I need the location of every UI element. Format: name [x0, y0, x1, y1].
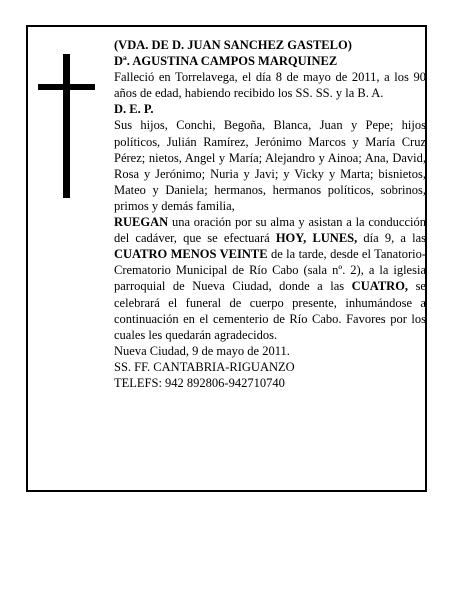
funeral-request	[114, 214, 426, 343]
day-emphasis: HOY, LUNES,	[275, 231, 358, 246]
rip-line: D. E. P.	[114, 102, 154, 117]
cross-horizontal-bar	[38, 84, 95, 90]
cross-vertical-bar	[63, 54, 70, 198]
obituary-text	[114, 37, 426, 391]
ruegan-word: RUEGAN	[114, 215, 169, 230]
request-part-4: se celebrará el funeral de cuerpo presente, inhumándose a continuación en el cementerio de Río Cabo. Favores por los cuales les quedarán agradecidos.	[114, 279, 426, 342]
funeral-home: SS. FF. CANTABRIA-RIGUANZO	[114, 359, 295, 374]
phone-numbers: TELEFS: 942 892806-942710740	[114, 375, 285, 390]
funeral-time: CUATRO,	[351, 279, 409, 294]
place-date: Nueva Ciudad, 9 de mayo de 2011.	[114, 343, 290, 358]
family-list: Sus hijos, Conchi, Begoña, Blanca, Juan y Pepe; hijos políticos, Julián Ramírez, Jerónimo Marcos y María Cruz Pérez; nietos, Angel y María; Alejandro y Ainoa; Ana, David, Rosa y Jerónimo; Nuria y Javi; y Vicky y Marta; bisnietos, Mateo y Daniela; hermanos, hermanos políticos, sobrinos, primos y demás familia,	[114, 118, 426, 213]
departure-time: CUATRO MENOS VEINTE	[114, 247, 268, 262]
deceased-name: Dª. AGUSTINA CAMPOS MARQUINEZ	[114, 54, 338, 69]
request-part-3: de la tarde, desde el Tanatorio-Crematorio Municipal de Río Cabo (sala nº. 2), a la iglesia parroquial de Nueva Ciudad, donde a las	[114, 247, 426, 294]
widow-line: (VDA. DE D. JUAN SANCHEZ GASTELO)	[114, 38, 352, 52]
death-notice: Falleció en Torrelavega, el día 8 de mayo de 2011, a los 90 años de edad, habiendo recibido los SS. SS. y la B. A.	[114, 70, 426, 101]
request-part-1: una oración por su alma y asistan a la conducción del cadáver, que se efectuará	[114, 215, 426, 246]
request-part-2: día 9, a las	[357, 231, 426, 246]
